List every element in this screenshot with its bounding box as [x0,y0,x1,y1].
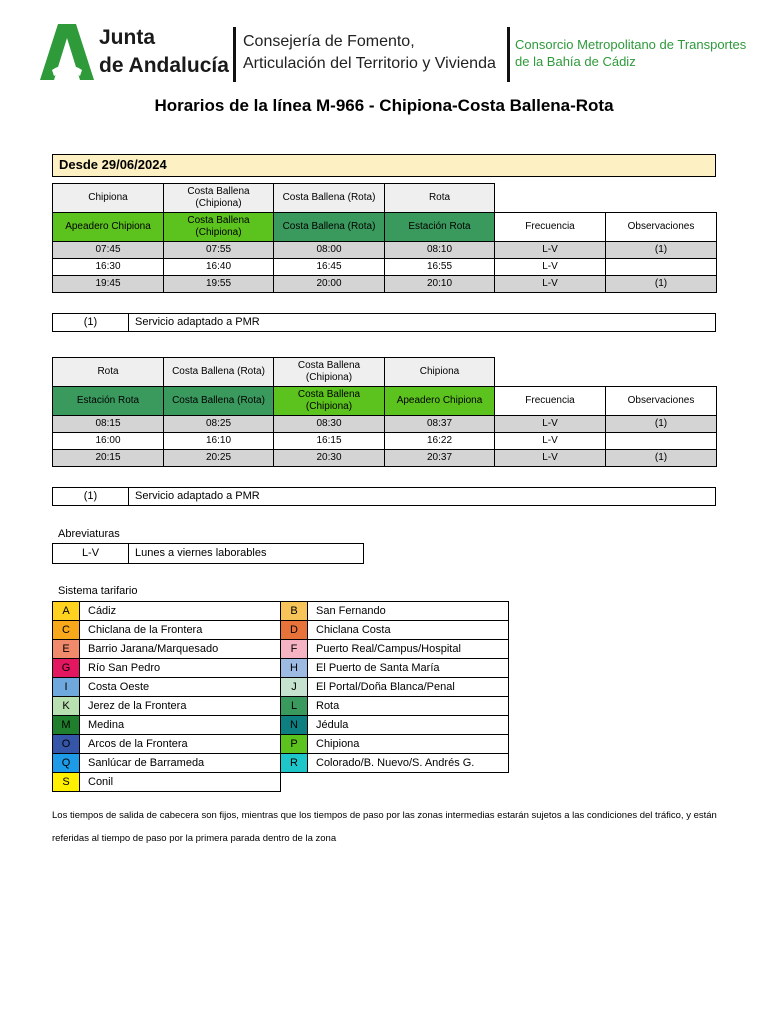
observation-cell: (1) [606,242,717,259]
fare-zone-code: L [281,697,308,716]
frequency-cell: L-V [495,276,606,293]
time-cell: 20:25 [164,450,274,467]
logo-line1: Junta [99,26,156,49]
table-row [53,450,717,467]
fare-zone-code: P [281,735,308,754]
frequency-header: Frecuencia [495,213,606,242]
junta-andalucia-logo-icon [40,24,94,80]
frequency-cell: L-V [495,450,606,467]
stop-header: Apeadero Chipiona [385,387,495,416]
note-box [52,313,716,332]
page-header [0,0,768,90]
page-title: Horarios de la línea M-966 - Chipiona-Costa Ballena-Rota [154,96,614,115]
zone-header: Costa Ballena (Chipiona) [164,184,274,213]
desde-banner: Desde 29/06/2024 [52,154,716,177]
logo-text [99,24,229,80]
table-row [53,242,717,259]
note-key: (1) [53,488,129,505]
zone-header: Rota [385,184,495,213]
consorcio-line1: Consorcio Metropolitano de Transportes [515,37,747,52]
fare-zone-code: A [53,602,80,621]
abbreviation-value: Lunes a viernes laborables [135,547,267,559]
time-cell: 16:40 [164,259,274,276]
abbreviation-box [52,543,364,564]
fare-zone-name: Rota [308,697,509,716]
consorcio-line2: de la Bahía de Cádiz [515,54,636,69]
fare-zone-code: H [281,659,308,678]
stop-header: Costa Ballena (Chipiona) [164,213,274,242]
empty-cell [308,773,509,792]
footnote: Los tiempos de salida de cabecera son fijos, mientras que los tiempos de paso por las zonas intermedias estarán sujetos a las condiciones del tráfico, y están referidas al tiempo de paso por la primera parada dentro de la zona [52,810,717,844]
time-cell: 20:30 [274,450,385,467]
time-cell: 19:45 [53,276,164,293]
fare-zone-row [53,697,509,716]
observations-header: Observaciones [606,387,717,416]
consorcio-text [515,36,746,70]
zone-header: Chipiona [385,358,495,387]
consejeria-line2: Articulación del Territorio y Vivienda [243,55,496,72]
time-cell: 16:10 [164,433,274,450]
stop-header: Costa Ballena (Rota) [274,213,385,242]
table-row [53,433,717,450]
stop-header: Estación Rota [53,387,164,416]
time-cell: 08:25 [164,416,274,433]
time-cell: 20:00 [274,276,385,293]
empty-cell [281,773,308,792]
empty-cell [606,184,717,213]
empty-cell [495,184,606,213]
table-row [53,276,717,293]
time-cell: 08:10 [385,242,495,259]
observation-cell [606,433,717,450]
fare-zone-code: D [281,621,308,640]
stop-header: Apeadero Chipiona [53,213,164,242]
fare-system-label: Sistema tarifario [58,585,138,597]
time-cell: 16:45 [274,259,385,276]
fare-zone-code: E [53,640,80,659]
zone-header: Chipiona [53,184,164,213]
fare-zone-name: El Puerto de Santa María [308,659,509,678]
fare-zone-code: M [53,716,80,735]
observation-cell: (1) [606,416,717,433]
observation-cell [606,259,717,276]
fare-zone-code: S [53,773,80,792]
consejeria-text [243,31,496,75]
time-cell: 08:30 [274,416,385,433]
frequency-header: Frecuencia [495,387,606,416]
fare-zone-code: K [53,697,80,716]
fare-zone-name: Puerto Real/Campus/Hospital [308,640,509,659]
fare-zone-row [53,754,509,773]
fare-zone-row [53,621,509,640]
zone-header: Costa Ballena (Chipiona) [274,358,385,387]
fare-zone-code: I [53,678,80,697]
consejeria-line1: Consejería de Fomento, [243,33,415,50]
logo-line2: de Andalucía [99,54,229,77]
fare-zone-code: F [281,640,308,659]
time-cell: 16:15 [274,433,385,450]
fare-zone-code: N [281,716,308,735]
abbreviation-key: L-V [53,544,129,563]
fare-zone-code: Q [53,754,80,773]
fare-zone-name: Cádiz [80,602,281,621]
fare-zone-name: San Fernando [308,602,509,621]
divider [507,27,510,82]
time-cell: 19:55 [164,276,274,293]
note-box [52,487,716,506]
fare-zone-code: R [281,754,308,773]
fare-zone-name: Barrio Jarana/Marquesado [80,640,281,659]
fare-zone-name: Conil [80,773,281,792]
stop-header: Costa Ballena (Chipiona) [274,387,385,416]
time-cell: 08:00 [274,242,385,259]
time-cell: 16:00 [53,433,164,450]
fare-zone-name: Arcos de la Frontera [80,735,281,754]
divider [233,27,236,82]
observations-header: Observaciones [606,213,717,242]
fare-zone-row [53,735,509,754]
fare-zone-name: Chiclana Costa [308,621,509,640]
fare-zone-row [53,716,509,735]
fare-zone-name: El Portal/Doña Blanca/Penal [308,678,509,697]
fare-zone-row [53,602,509,621]
fare-zone-name: Colorado/B. Nuevo/S. Andrés G. [308,754,509,773]
time-cell: 16:30 [53,259,164,276]
fare-zone-code: B [281,602,308,621]
note-key: (1) [53,314,129,331]
fare-zone-name: Chiclana de la Frontera [80,621,281,640]
time-cell: 20:37 [385,450,495,467]
zone-header: Rota [53,358,164,387]
empty-cell [495,358,606,387]
observation-cell: (1) [606,276,717,293]
time-cell: 08:15 [53,416,164,433]
fare-zone-code: O [53,735,80,754]
fare-zones-table [52,601,509,792]
frequency-cell: L-V [495,416,606,433]
fare-zone-name: Sanlúcar de Barrameda [80,754,281,773]
time-cell: 08:37 [385,416,495,433]
observation-cell: (1) [606,450,717,467]
fare-zone-code: G [53,659,80,678]
time-cell: 07:45 [53,242,164,259]
time-cell: 16:22 [385,433,495,450]
fare-zone-row [53,659,509,678]
table-row [53,259,717,276]
fare-zone-name: Río San Pedro [80,659,281,678]
schedule-table-outbound [52,183,717,293]
fare-zone-code: C [53,621,80,640]
frequency-cell: L-V [495,242,606,259]
table-row [53,416,717,433]
empty-cell [606,358,717,387]
fare-zone-name: Chipiona [308,735,509,754]
fare-zone-code: J [281,678,308,697]
frequency-cell: L-V [495,433,606,450]
time-cell: 07:55 [164,242,274,259]
note-value: Servicio adaptado a PMR [135,316,260,328]
time-cell: 20:10 [385,276,495,293]
fare-zone-row [53,678,509,697]
stop-header: Estación Rota [385,213,495,242]
zone-header: Costa Ballena (Rota) [274,184,385,213]
zone-header: Costa Ballena (Rota) [164,358,274,387]
time-cell: 16:55 [385,259,495,276]
schedule-table-return [52,357,717,467]
fare-zone-name: Medina [80,716,281,735]
fare-zone-row [53,773,509,792]
fare-zone-name: Jerez de la Frontera [80,697,281,716]
abbreviations-label: Abreviaturas [58,528,120,540]
stop-header: Costa Ballena (Rota) [164,387,274,416]
fare-zone-name: Jédula [308,716,509,735]
frequency-cell: L-V [495,259,606,276]
note-value: Servicio adaptado a PMR [135,490,260,502]
fare-zone-row [53,640,509,659]
fare-zone-name: Costa Oeste [80,678,281,697]
time-cell: 20:15 [53,450,164,467]
